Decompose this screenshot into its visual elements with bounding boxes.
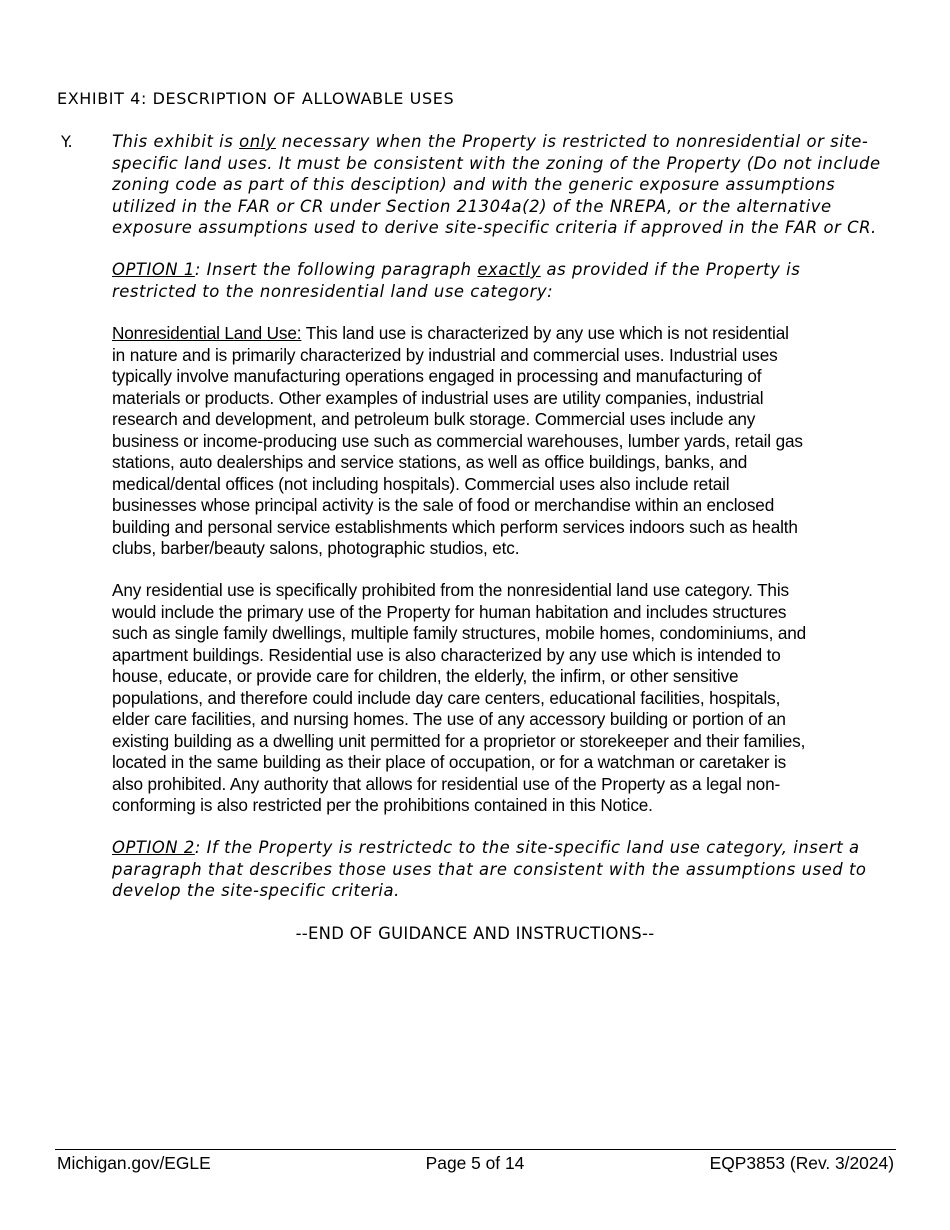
intro-line-5: exposure assumptions used to derive site-specific criteria if approved in the FAR or CR. xyxy=(112,218,877,237)
paragraph-line: located in the same building as their place of occupation, or for a watchman or caretaker is xyxy=(112,752,787,772)
option-2-line-3: develop the site-specific criteria. xyxy=(112,881,400,900)
paragraph-line: in nature and is primarily characterized by industrial and commercial uses. Industrial uses xyxy=(112,344,778,365)
paragraph-line: existing building as a dwelling unit permitted for a proprietor or storekeeper and their families, xyxy=(112,730,806,751)
intro-line-1: This exhibit is only necessary when the Property is restricted to nonresidential or site- xyxy=(112,132,869,151)
intro-line-3: zoning code as part of this desciption) and with the generic exposure assumptions xyxy=(112,175,836,194)
paragraph-line: stations, auto dealerships and service stations, as well as office buildings, banks, and xyxy=(112,452,748,472)
paragraph-line: research and development, and petroleum bulk storage. Commercial uses include any xyxy=(112,409,756,429)
intro-paragraph xyxy=(112,131,902,239)
paragraph-line: such as single family dwellings, multiple family structures, mobile homes, condominiums, and xyxy=(112,623,807,643)
paragraph-line: building and personal service establishments which perform services indoors such as health xyxy=(112,516,798,537)
residential-prohibition-paragraph xyxy=(112,580,902,817)
option-1-line-2: restricted to the nonresidential land use category: xyxy=(112,281,554,301)
option-1-emphasis: exactly xyxy=(477,260,541,279)
end-of-guidance-note: --END OF GUIDANCE AND INSTRUCTIONS-- xyxy=(295,924,655,943)
footer-page-number: Page 5 of 14 xyxy=(425,1153,525,1173)
paragraph-line: businesses whose principal activity is the sale of food or merchandise within an enclosed xyxy=(112,495,775,515)
paragraph-line: materials or products. Other examples of industrial uses are utility companies, industrial xyxy=(112,387,764,408)
exhibit-heading: EXHIBIT 4: DESCRIPTION OF ALLOWABLE USES xyxy=(57,89,455,108)
paragraph-line: populations, and therefore could include day care centers, educational facilities, hospitals, xyxy=(112,687,781,708)
option-2-line-2: paragraph that describes those uses that are consistent with the assumptions used to xyxy=(112,859,867,879)
paragraph-line: typically involve manufacturing operations engaged in processing and manufacturing of xyxy=(112,366,762,386)
intro-line-2: specific land uses. It must be consistent with the zoning of the Property (Do not include xyxy=(112,153,881,173)
paragraph-line: also prohibited. Any authority that allows for residential use of the Property as a legal non- xyxy=(112,773,781,794)
paragraph-line: house, educate, or provide care for children, the elderly, the infirm, or other sensitive xyxy=(112,666,739,686)
option-2-label: OPTION 2 xyxy=(112,838,195,857)
footer-divider xyxy=(55,1149,896,1150)
paragraph-line: business or income-producing use such as commercial warehouses, lumber yards, retail gas xyxy=(112,430,803,451)
footer-website: Michigan.gov/EGLE xyxy=(57,1153,211,1173)
option-2-line-1: OPTION 2: If the Property is restrictedc to the site-specific land use category, insert a xyxy=(112,838,860,857)
nonresidential-paragraph xyxy=(112,323,902,560)
option-1-label: OPTION 1 xyxy=(112,260,195,279)
option-2-instruction xyxy=(112,837,902,902)
item-letter: Y. xyxy=(61,132,73,151)
paragraph-line: conforming is also restricted per the prohibitions contained in this Notice. xyxy=(112,795,653,815)
paragraph-line: Any residential use is specifically prohibited from the nonresidential land use category. This xyxy=(112,580,789,600)
option-1-instruction xyxy=(112,259,902,302)
paragraph-line: medical/dental offices (not including hospitals). Commercial uses also include retail xyxy=(112,473,730,494)
intro-line-4: utilized in the FAR or CR under Section 21304a(2) of the NREPA, or the alternative xyxy=(112,196,832,216)
footer-form-id: EQP3853 (Rev. 3/2024) xyxy=(709,1153,894,1173)
intro-emphasis: only xyxy=(239,132,277,151)
nonresidential-line-1: Nonresidential Land Use: This land use is characterized by any use which is not residential xyxy=(112,323,789,343)
paragraph-line: apartment buildings. Residential use is also characterized by any use which is intended to xyxy=(112,644,781,665)
paragraph-line: elder care facilities, and nursing homes. The use of any accessory building or portion of an xyxy=(112,709,786,729)
paragraph-line: clubs, barber/beauty salons, photographic studios, etc. xyxy=(112,538,520,558)
option-1-line-1: OPTION 1: Insert the following paragraph exactly as provided if the Property is xyxy=(112,260,801,279)
paragraph-line: would include the primary use of the Property for human habitation and includes structures xyxy=(112,601,787,622)
nonresidential-label: Nonresidential Land Use: xyxy=(112,323,302,343)
